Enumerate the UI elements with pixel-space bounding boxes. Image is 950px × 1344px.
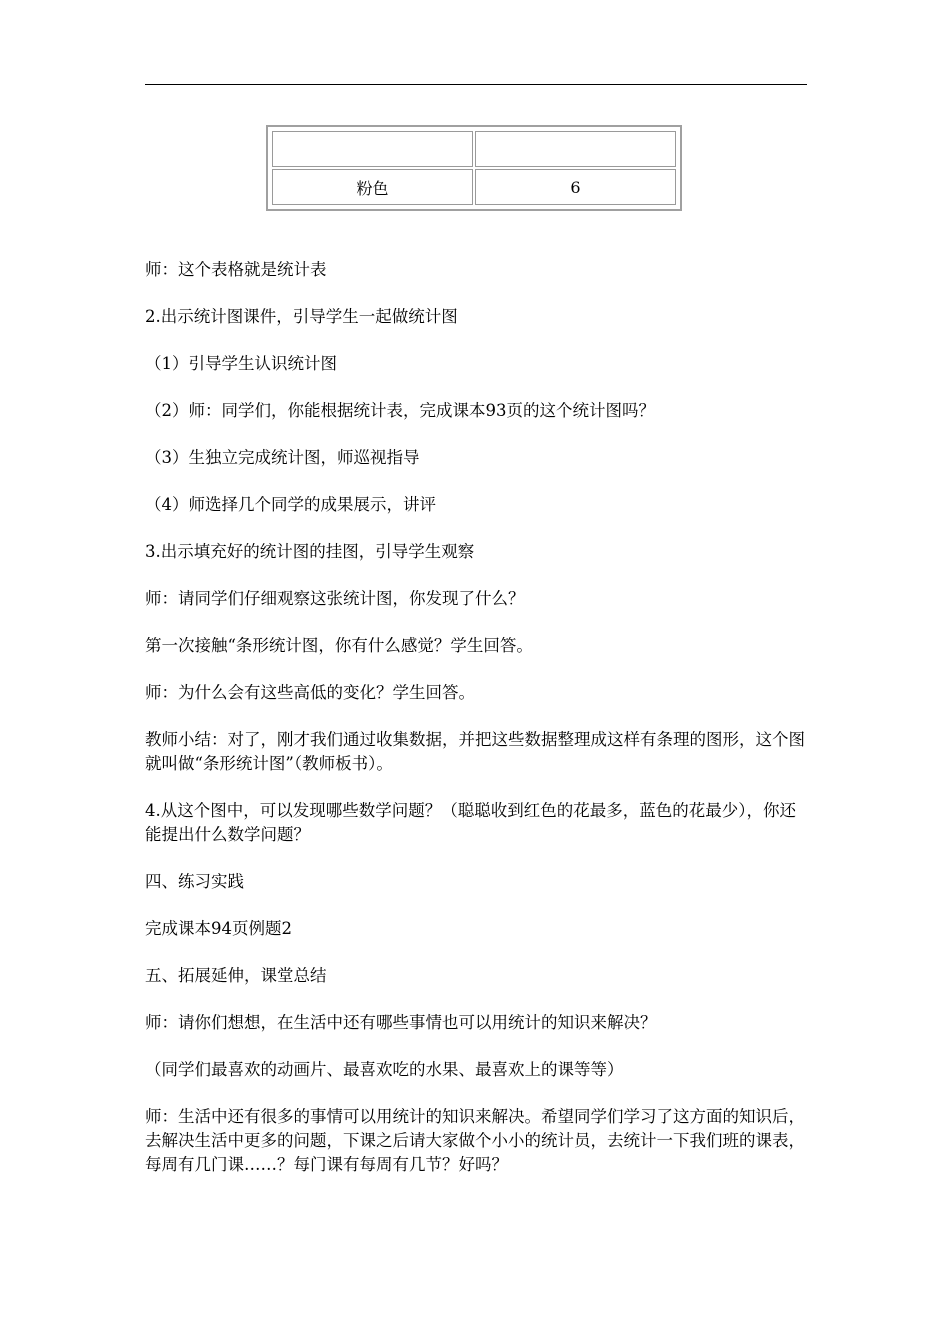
paragraph: （2）师：同学们，你能根据统计表，完成课本93页的这个统计图吗？ (145, 401, 655, 420)
section-heading: 五、拓展延伸，课堂总结 (145, 966, 327, 985)
paragraph: （1）引导学生认识统计图 (145, 354, 337, 373)
paragraph: 第一次接触“条形统计图，你有什么感觉？学生回答。 (145, 636, 533, 655)
paragraph: 师：为什么会有这些高低的变化？学生回答。 (145, 683, 475, 702)
paragraph: 教师小结：对了，刚才我们通过收集数据，并把这些数据整理成这样有条理的图形，这个图就叫做“条形统计图”（教师板书）。 (145, 730, 805, 773)
table-row (272, 169, 676, 205)
header-rule (145, 84, 807, 85)
paragraph: 4.从这个图中，可以发现哪些数学问题？（聪聪收到红色的花最多，蓝色的花最少），你还能提出什么数学问题？ (145, 801, 796, 844)
table-cell-color: 粉色 (272, 169, 473, 205)
table-cell (272, 131, 473, 167)
statistics-table (266, 125, 682, 211)
paragraph: （同学们最喜欢的动画片、最喜欢吃的水果、最喜欢上的课等等） (145, 1060, 624, 1079)
table-cell-count: 6 (475, 169, 676, 205)
table-row (272, 131, 676, 167)
paragraph: 师：请你们想想，在生活中还有哪些事情也可以用统计的知识来解决？ (145, 1013, 657, 1032)
table-cell (475, 131, 676, 167)
document-body (145, 258, 810, 1200)
paragraph: 完成课本94页例题2 (145, 919, 292, 938)
paragraph: 3.出示填充好的统计图的挂图，引导学生观察 (145, 542, 475, 561)
paragraph: （3）生独立完成统计图，师巡视指导 (145, 448, 420, 467)
paragraph: （4）师选择几个同学的成果展示，讲评 (145, 495, 436, 514)
paragraph: 2.出示统计图课件，引导学生一起做统计图 (145, 307, 458, 326)
paragraph: 师：这个表格就是统计表 (145, 260, 327, 279)
paragraph: 师：生活中还有很多的事情可以用统计的知识来解决。希望同学们学习了这方面的知识后，去解决生活中更多的问题，下课之后请大家做个小小的统计员，去统计一下我们班的课表，每周有几门课……？每门课有每周有几节？好吗？ (145, 1107, 805, 1174)
paragraph: 师：请同学们仔细观察这张统计图，你发现了什么？ (145, 589, 525, 608)
section-heading: 四、练习实践 (145, 872, 244, 891)
